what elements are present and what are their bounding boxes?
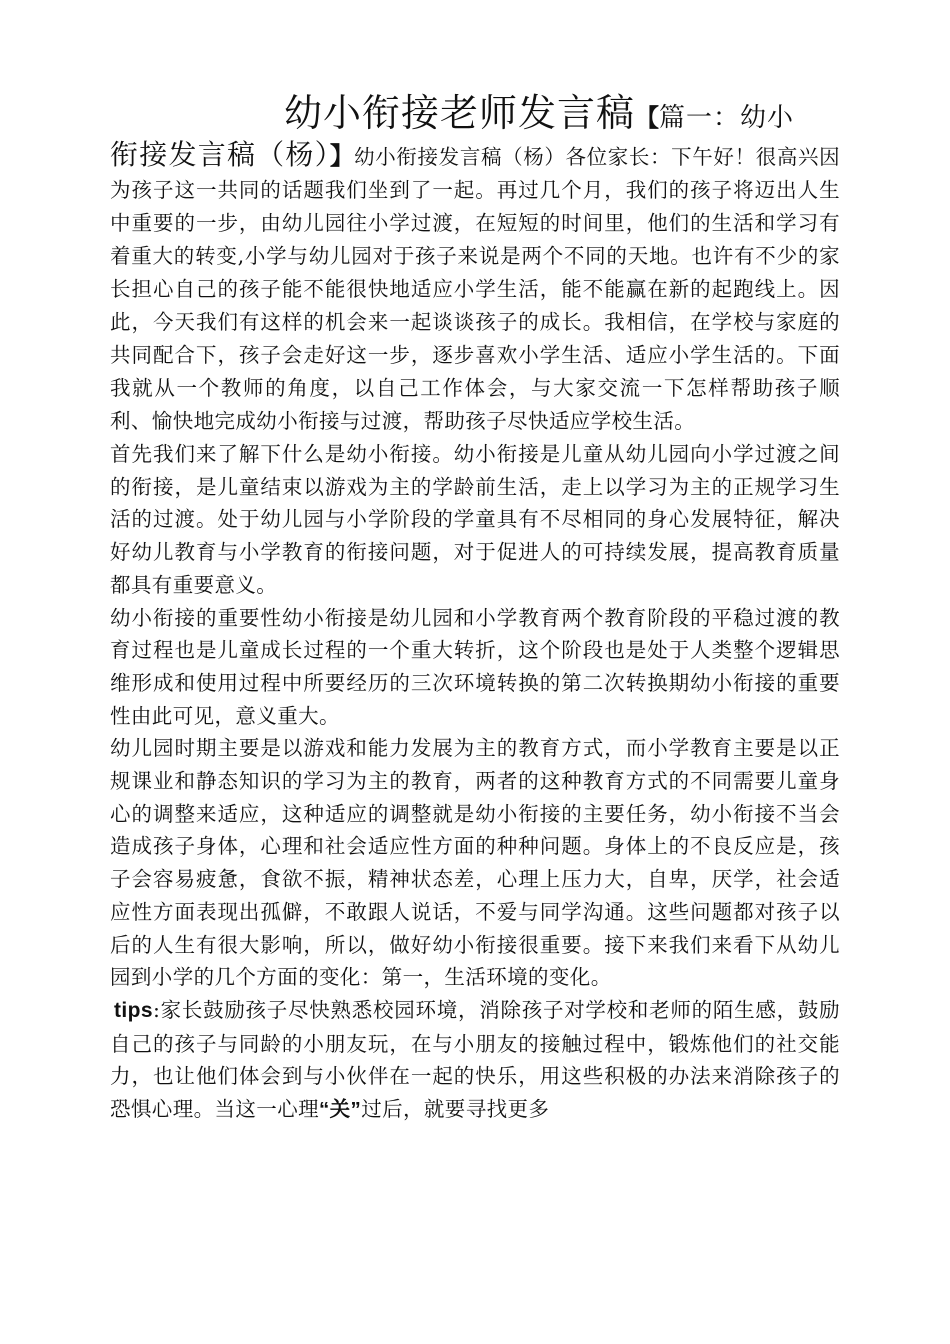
document-heading-with-intro xyxy=(110,88,840,438)
document-subtitle: 篇一：幼小 xyxy=(659,103,795,133)
title-bracket-open: 【 xyxy=(635,104,660,132)
tips-quote: “关” xyxy=(319,1098,362,1122)
tips-label: tips xyxy=(114,998,153,1022)
title-bracket-close: 】 xyxy=(329,142,355,170)
paragraph-importance: 幼小衔接的重要性幼小衔接是幼儿园和小学教育两个教育阶段的平稳过渡的教育过程也是儿童成长过程的一个重大转折，这个阶段也是处于人类整个逻辑思维形成和使用过程中所要经历的三次环境转换的第二次转换期幼小衔接的重要性由此可见，意义重大。 xyxy=(110,605,840,728)
document-page xyxy=(110,88,840,1127)
intro-paragraph: 幼小衔接发言稿（杨）各位家长：下午好！很高兴因为孩子这一共同的话题我们坐到了一起。再过几个月，我们的孩子将迈出人生中重要的一步，由幼儿园往小学过渡，在短短的时间里，他们的生活和学习有着重大的转变,小学与幼儿园对于孩子来说是两个不同的天地。也许有不少的家长担心自己的孩子能不能很快地适应小学生活，能不能赢在新的起跑线上。因此，今天我们有这样的机会来一起谈谈孩子的成长。我相信，在学校与家庭的共同配合下，孩子会走好这一步，逐步喜欢小学生活、适应小学生活的。下面我就从一个教师的角度，以自己工作体会，与大家交流一下怎样帮助孩子顺利、愉快地完成幼小衔接与过渡，帮助孩子尽快适应学校生活。 xyxy=(110,145,841,433)
tips-text-start: :家长鼓励孩子尽快熟悉校园环境，消除孩子对学校和老师的陌生感，鼓励自己的孩子与同龄的小朋友玩，在与小朋友的接触过程中，锻炼他们的社交能力，也让他们体会到与小伙伴在一起的快乐，用这些积极的办法来消除孩子的恐惧心理。当这一心理 xyxy=(110,997,840,1122)
paragraph-tips xyxy=(110,994,840,1127)
document-title: 幼小衔接老师发言稿 xyxy=(284,91,636,135)
tips-text-end: 过后，就要寻找更多 xyxy=(361,1097,550,1122)
paragraph-definition: 首先我们来了解下什么是幼小衔接。幼小衔接是儿童从幼儿园向小学过渡之间的衔接，是儿童结束以游戏为主的学龄前生活，走上以学习为主的正规学习生活的过渡。处于幼儿园与小学阶段的学童具有不尽相同的身心发展特征，解决好幼儿教育与小学教育的衔接问题，对于促进人的可持续发展，提高教育质量都具有重要意义。 xyxy=(110,442,840,597)
paragraph-changes: 幼儿园时期主要是以游戏和能力发展为主的教育方式，而小学教育主要是以正规课业和静态知识的学习为主的教育，两者的这种教育方式的不同需要儿童身心的调整来适应，这种适应的调整就是幼小衔接的主要任务，幼小衔接不当会造成孩子身体，心理和社会适应性方面的种种问题。身体上的不良反应是，孩子会容易疲惫，食欲不振，精神状态差，心理上压力大，自卑，厌学，社会适应性方面表现出孤僻，不敢跟人说话，不爱与同学沟通。这些问题都对孩子以后的人生有很大影响，所以，做好幼小衔接很重要。接下来我们来看下从幼儿园到小学的几个方面的变化：第一，生活环境的变化。 xyxy=(110,736,840,990)
document-subtitle-continued: 衔接发言稿（杨） xyxy=(110,138,330,171)
